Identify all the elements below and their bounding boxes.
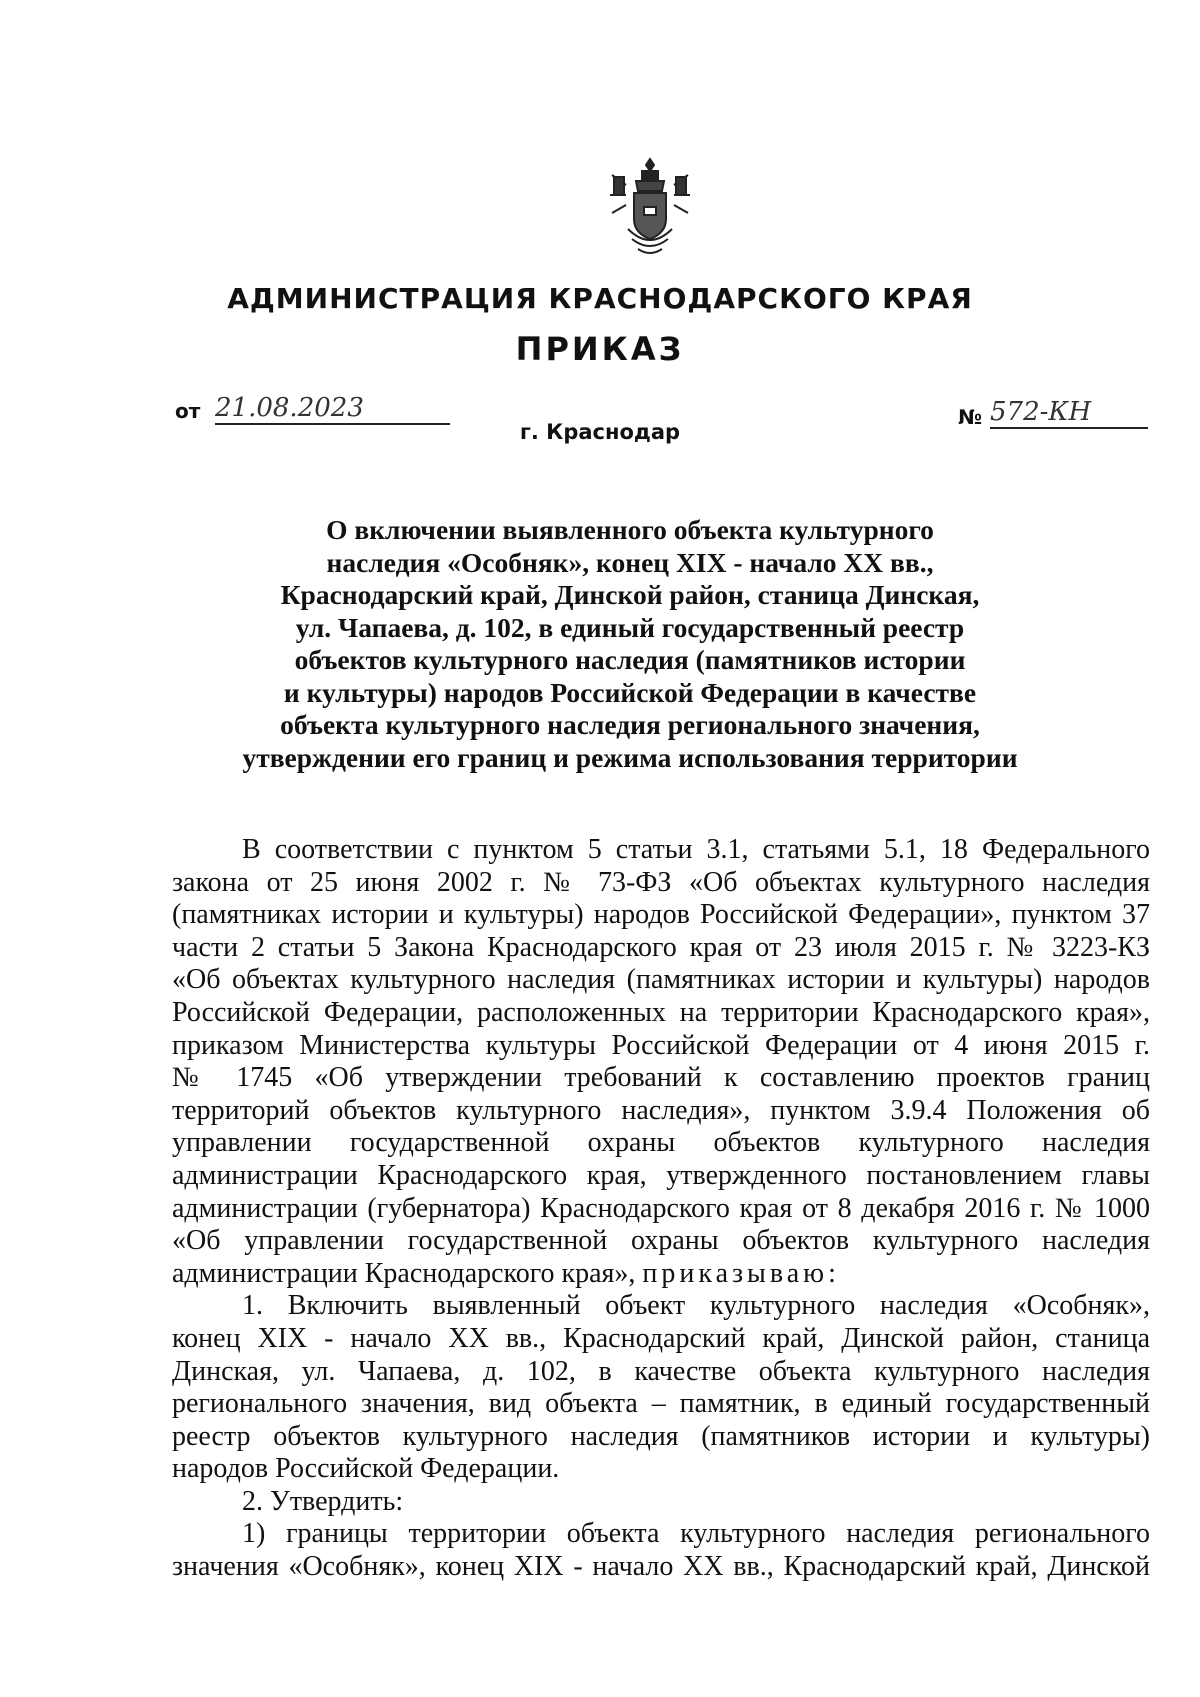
document-title <box>200 514 1060 774</box>
body-line: приказом Министерства культуры Российской Федерации от 4 июня 2015 г. <box>172 1029 1150 1061</box>
number-label: № <box>958 405 983 429</box>
body-line: Российской Федерации, расположенных на территории Краснодарского края», <box>172 996 1150 1028</box>
body-line: управлении государственной охраны объектов культурного наследия <box>172 1127 1150 1159</box>
body-line-order-clause <box>172 1258 1150 1291</box>
body-line: (памятниках истории и культуры) народов Российской Федерации», пунктом 37 <box>172 899 1150 931</box>
organization-name: АДМИНИСТРАЦИЯ КРАСНОДАРСКОГО КРАЯ <box>227 282 973 315</box>
title-line: объектов культурного наследия (памятников истории <box>294 644 966 675</box>
number-field <box>958 397 1148 437</box>
body-line: народов Российской Федерации. <box>172 1453 560 1485</box>
body-line: № 1745 «Об утверждении требований к составлению проектов границ <box>172 1062 1150 1094</box>
body-line: реестр объектов культурного наследия (памятников истории и культуры) <box>172 1420 1150 1452</box>
body-line: В соответствии с пунктом 5 статьи 3.1, статьями 5.1, 18 Федерального <box>242 834 1150 865</box>
body-line: администрации Краснодарского края, утвержденного постановлением главы <box>172 1159 1150 1191</box>
title-line: объекта культурного наследия регионального значения, <box>280 709 980 740</box>
document-type: ПРИКАЗ <box>515 330 685 368</box>
body-line: регионального значения, вид объекта – памятник, в единый государственный <box>172 1388 1150 1420</box>
body-line: конец XIX - начало XX вв., Краснодарский край, Динской район, станица <box>172 1322 1150 1354</box>
title-line: и культуры) народов Российской Федерации в качестве <box>283 676 977 708</box>
body-line: территорий объектов культурного наследия», пунктом 3.9.4 Положения об <box>172 1094 1150 1126</box>
body-line: «Об объектах культурного наследия (памятниках истории и культуры) народов <box>172 964 1150 996</box>
body-line: «Об управлении государственной охраны объектов культурного наследия <box>172 1225 1150 1257</box>
order-clause-prefix: администрации Краснодарского края», <box>172 1257 636 1289</box>
title-line: утверждении его границ и режима использования территории <box>242 741 1018 773</box>
document-body <box>172 834 1150 1584</box>
body-line: администрации (губернатора) Краснодарского края от 8 декабря 2016 г. № 1000 <box>172 1192 1150 1224</box>
body-line: 2. Утвердить: <box>242 1485 404 1517</box>
body-line: Динская, ул. Чапаева, д. 102, в качестве объекта культурного наследия <box>172 1355 1150 1387</box>
body-line: части 2 статьи 5 Закона Краснодарского края от 23 июля 2015 г. № 3223-КЗ <box>172 931 1150 963</box>
date-value: 21.08.2023 <box>215 393 450 425</box>
coat-of-arms-icon <box>606 155 694 260</box>
order-clause-keyword: приказываю: <box>642 1257 840 1289</box>
date-label: от <box>175 399 201 423</box>
body-line: закона от 25 июня 2002 г. № 73-ФЗ «Об объектах культурного наследия <box>172 866 1150 898</box>
title-line: О включении выявленного объекта культурного <box>326 514 934 545</box>
body-line: значения «Особняк», конец XIX - начало XX вв., Краснодарский край, Динской <box>172 1551 1150 1583</box>
title-line: ул. Чапаева, д. 102, в единый государственный реестр <box>295 611 965 643</box>
city: г. Краснодар <box>519 420 681 444</box>
body-line: 1. Включить выявленный объект культурного наследия «Особняк», <box>242 1290 1150 1322</box>
body-line: 1) границы территории объекта культурного наследия регионального <box>242 1518 1150 1550</box>
title-line: Краснодарский край, Динской район, станица Динская, <box>280 579 980 610</box>
title-line: наследия «Особняк», конец XIX - начало XX вв., <box>326 546 934 578</box>
number-value: 572-КН <box>990 397 1148 429</box>
